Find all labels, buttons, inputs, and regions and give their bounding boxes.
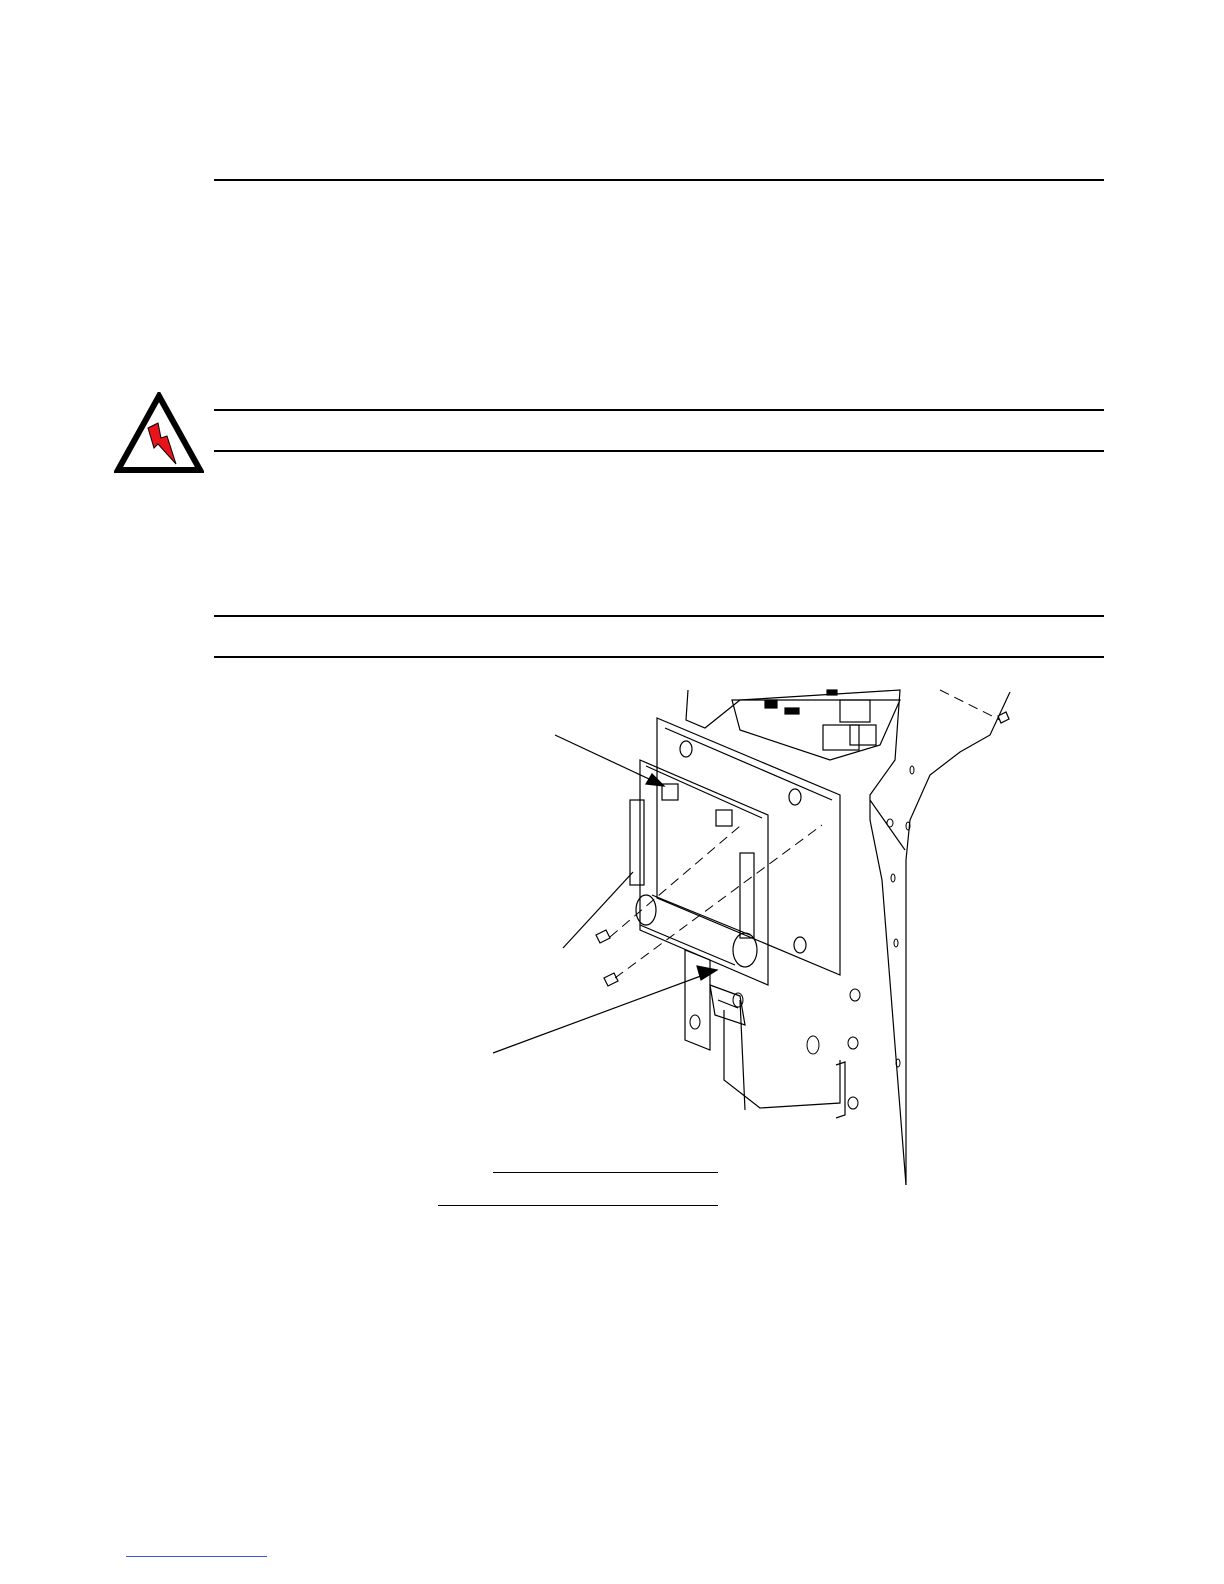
warning-rule-top [214,409,1104,411]
board-mounting-illustration [430,680,1030,1200]
top-rule [214,179,1104,181]
note-rule-top [214,615,1104,617]
electrical-shock-warning-icon [114,392,204,474]
signature-line-1 [493,1172,718,1173]
warning-rule-bottom [214,450,1104,452]
signature-line-2 [438,1205,718,1206]
footer-link-underline[interactable] [126,1556,267,1557]
note-rule-bottom [214,656,1104,658]
